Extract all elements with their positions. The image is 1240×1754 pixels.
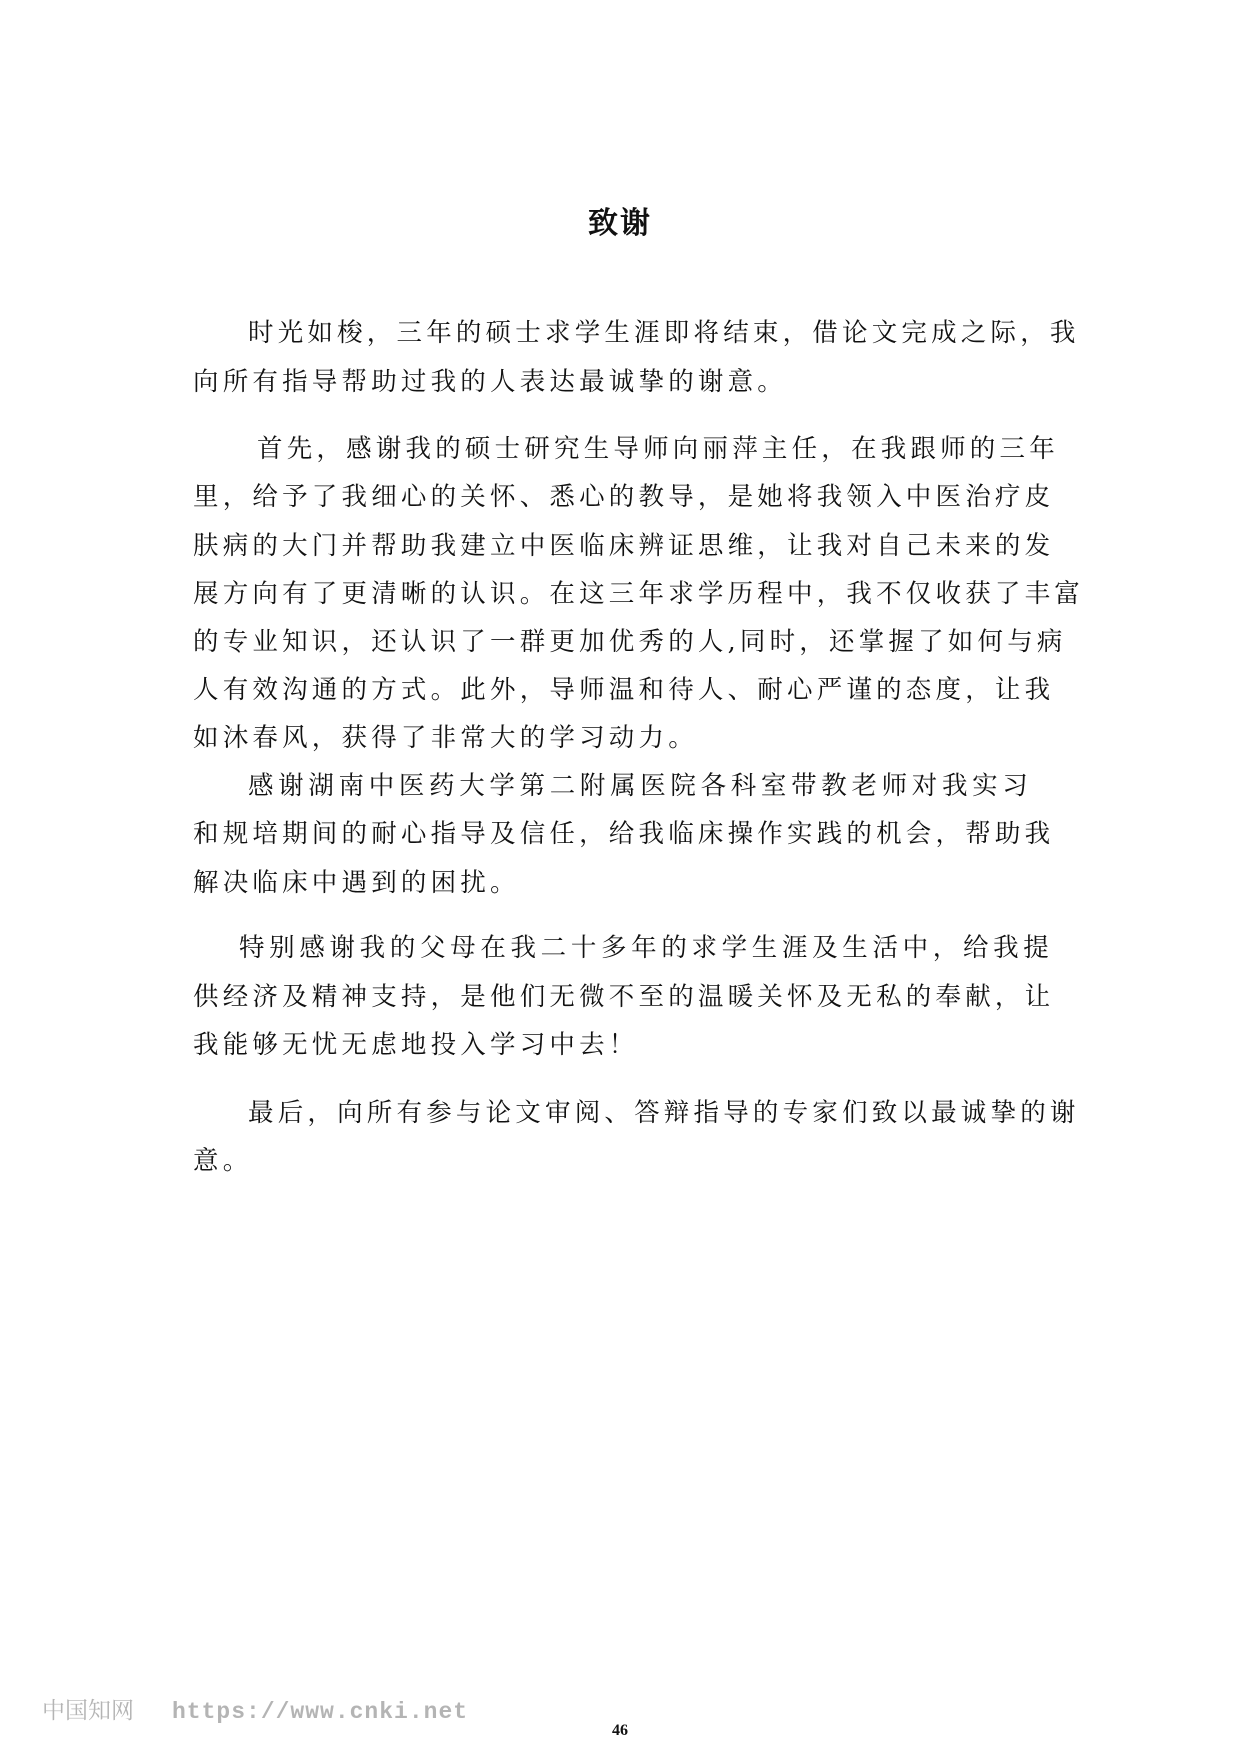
paragraph-3-line-2: 和规培期间的耐心指导及信任，给我临床操作实践的机会，帮助我 (193, 819, 1055, 849)
paragraph-2-line-2: 里，给予了我细心的关怀、悉心的教导，是她将我领入中医治疗皮 (193, 482, 1055, 512)
paragraph-3-line-1: 感谢湖南中医药大学第二附属医院各科室带教老师对我实习 (248, 771, 1032, 801)
paragraph-2-line-6: 人有效沟通的方式。此外，导师温和待人、耐心严谨的态度，让我 (193, 675, 1055, 705)
paragraph-4-line-1: 特别感谢我的父母在我二十多年的求学生涯及生活中，给我提 (239, 933, 1053, 963)
paragraph-5-line-1: 最后，向所有参与论文审阅、答辩指导的专家们致以最诚挚的谢 (248, 1098, 1080, 1128)
paragraph-1-line-2: 向所有指导帮助过我的人表达最诚挚的谢意。 (193, 367, 788, 397)
paragraph-5-line-2: 意。 (193, 1146, 253, 1176)
paragraph-4-line-3: 我能够无忧无虑地投入学习中去！ (193, 1030, 639, 1060)
paragraph-1-line-1: 时光如梭，三年的硕士求学生涯即将结束，借论文完成之际，我 (248, 318, 1080, 348)
paragraph-2-line-4: 展方向有了更清晰的认识。在这三年求学历程中，我不仅收获了丰富 (193, 579, 1085, 609)
page-title: 致谢 (588, 206, 652, 241)
paragraph-2-line-5: 的专业知识，还认识了一群更加优秀的人,同时，还掌握了如何与病 (193, 627, 1067, 657)
cnki-watermark (42, 1692, 468, 1725)
watermark-brand: 中国知网 (42, 1698, 134, 1724)
page-number: 46 (612, 1722, 628, 1739)
paragraph-3-line-3: 解决临床中遇到的困扰。 (193, 868, 520, 898)
paragraph-2-line-7: 如沐春风，获得了非常大的学习动力。 (193, 723, 698, 753)
paragraph-2-line-3: 肤病的大门并帮助我建立中医临床辨证思维，让我对自己未来的发 (193, 531, 1055, 561)
paragraph-4-line-2: 供经济及精神支持，是他们无微不至的温暖关怀及无私的奉献，让 (193, 982, 1055, 1012)
paragraph-2-line-1: 首先，感谢我的硕士研究生导师向丽萍主任，在我跟师的三年 (257, 434, 1059, 464)
watermark-url: https://www.cnki.net (172, 1699, 469, 1725)
